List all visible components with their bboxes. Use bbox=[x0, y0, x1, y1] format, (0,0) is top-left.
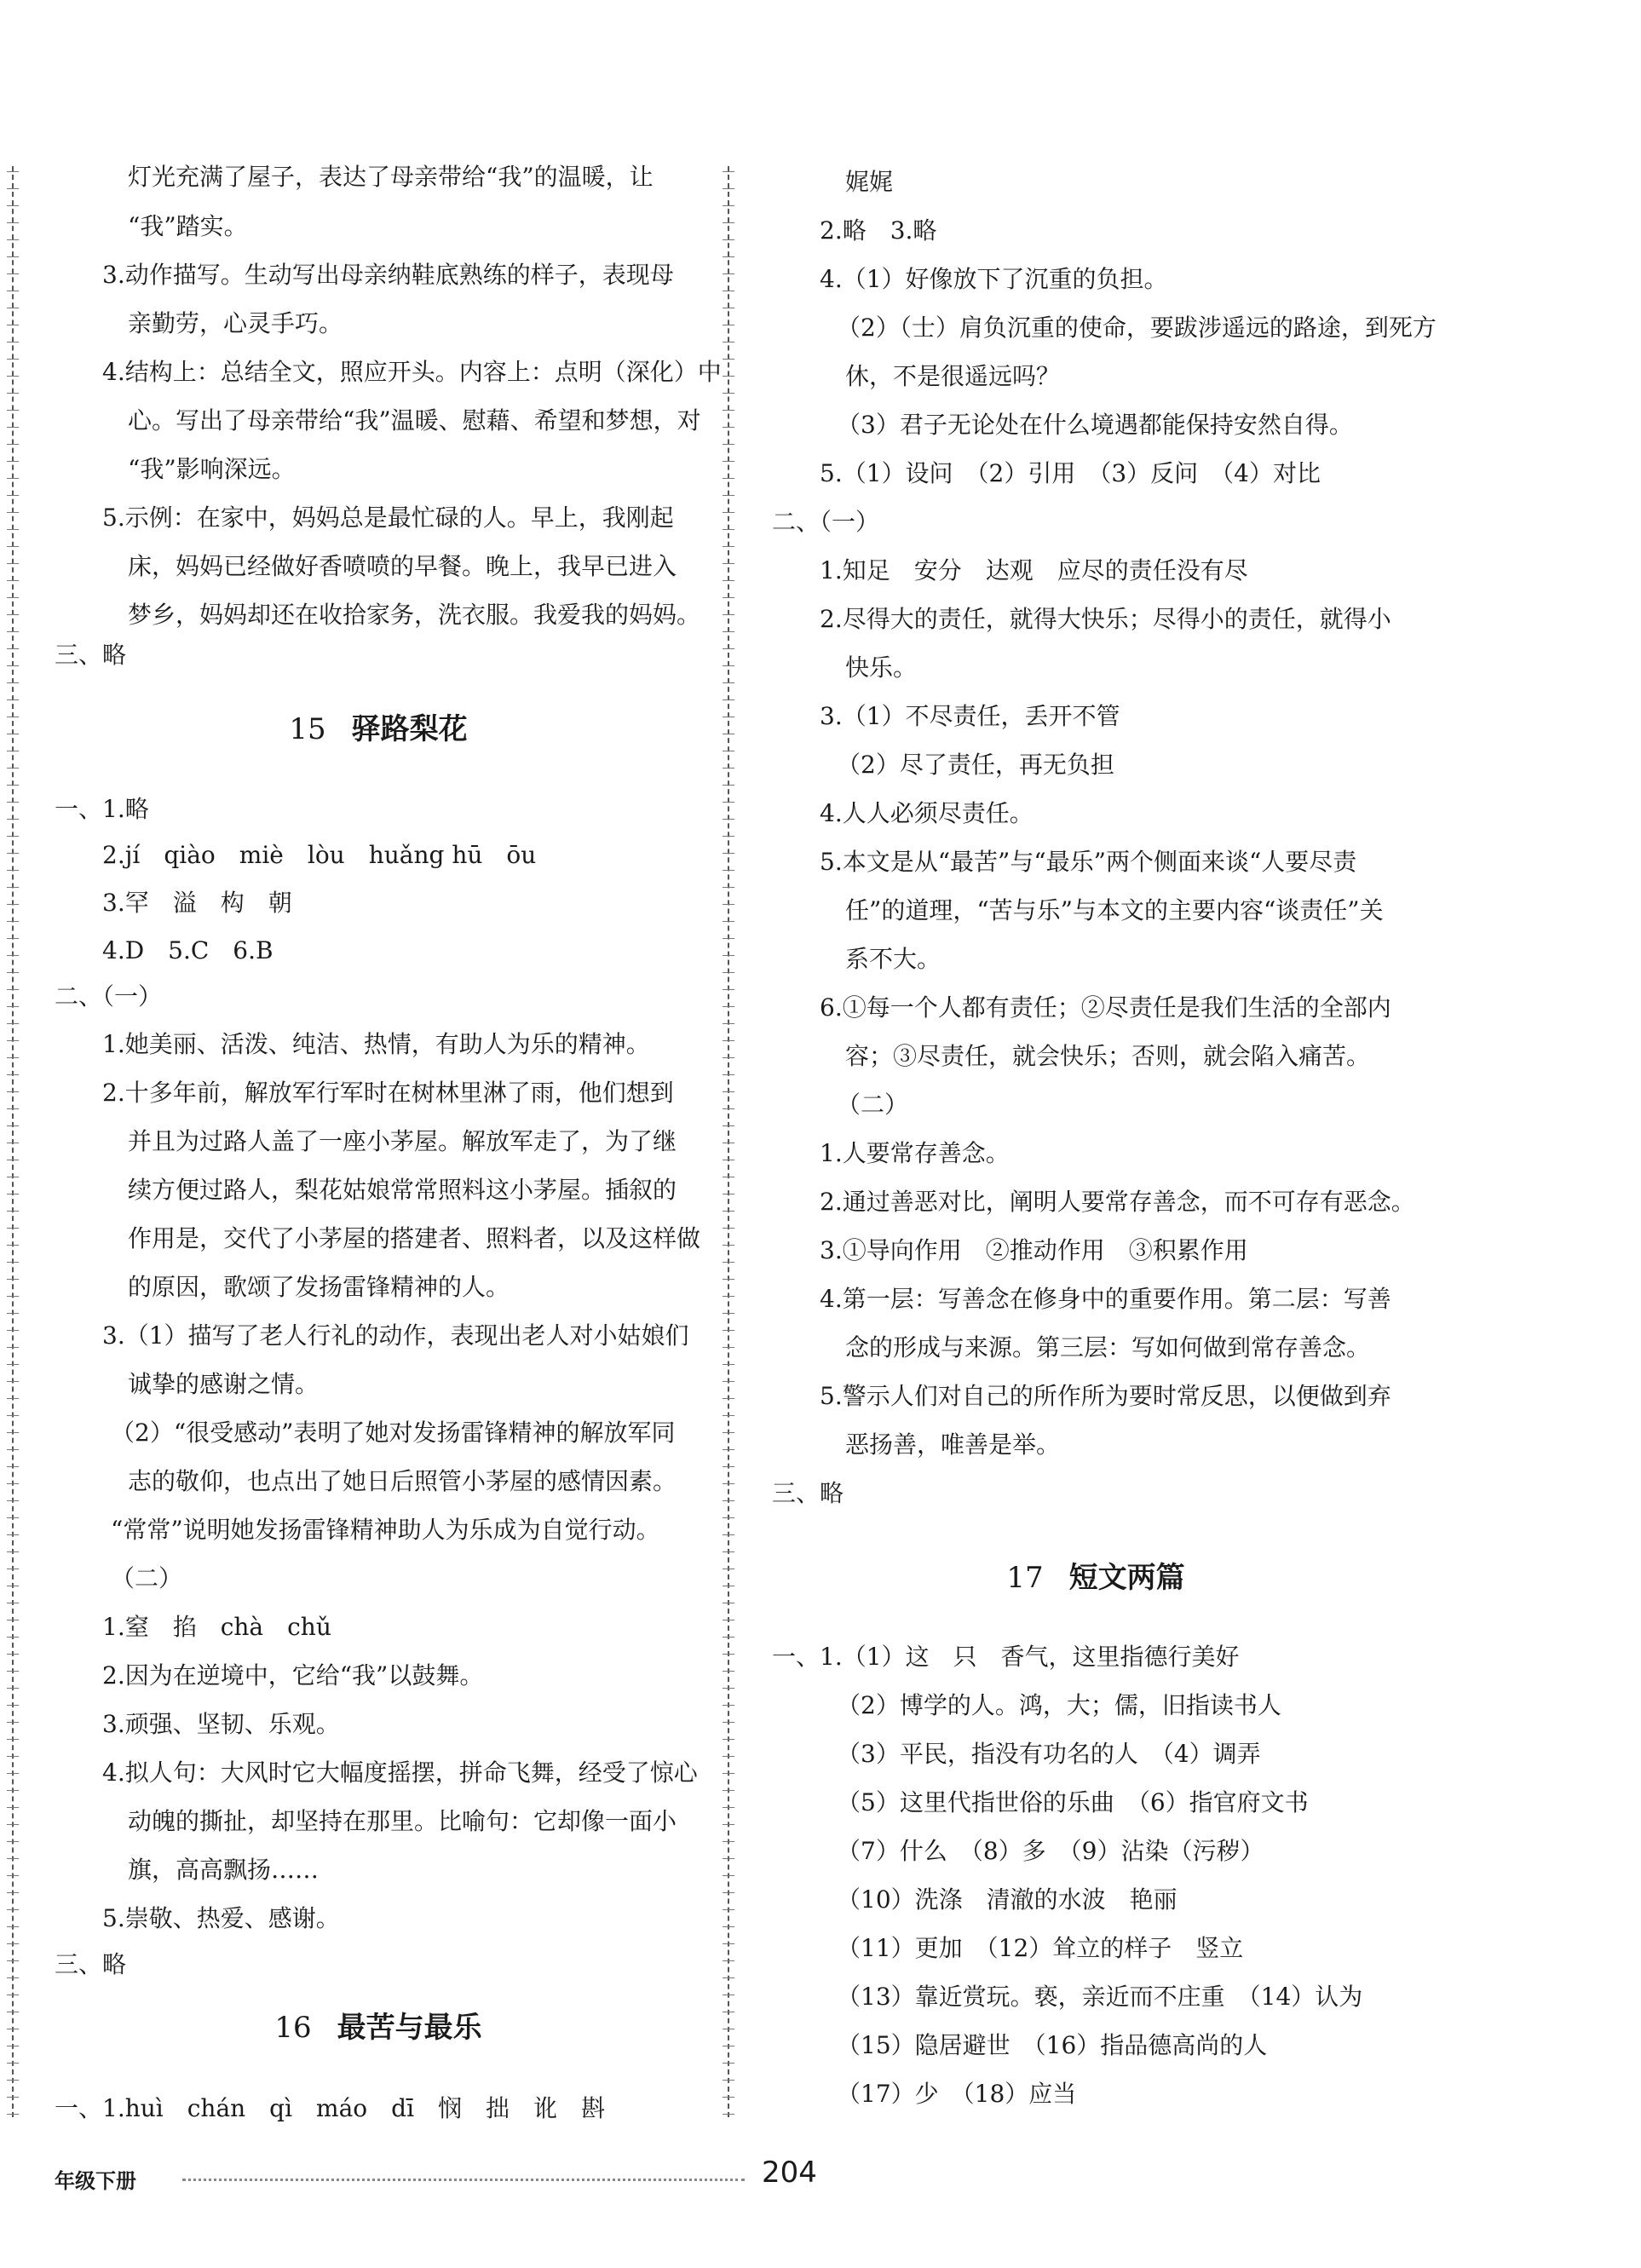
cut-line-tick bbox=[7, 819, 19, 820]
answer-line: 5.警示人们对自己的所作所为要时常反思，以便做到弃 bbox=[820, 1382, 1391, 1410]
cut-line-tick bbox=[723, 1228, 734, 1229]
cut-line-tick bbox=[7, 1977, 19, 1978]
cut-line-tick bbox=[723, 1347, 734, 1348]
cut-line-tick bbox=[7, 1824, 19, 1825]
cut-line-tick bbox=[7, 1926, 19, 1927]
cut-line-tick bbox=[7, 1381, 19, 1382]
cut-line-tick bbox=[723, 938, 734, 939]
answer-line: 3.顽强、坚韧、乐观。 bbox=[102, 1710, 340, 1738]
lesson-number: 17 bbox=[1006, 1561, 1044, 1595]
footer-grade-label: 年级下册 bbox=[55, 2169, 136, 2193]
cut-line-tick bbox=[7, 563, 19, 564]
cut-line-tick bbox=[7, 1228, 19, 1229]
cut-line-tick bbox=[7, 853, 19, 854]
cut-line-tick bbox=[7, 273, 19, 274]
cut-line-tick bbox=[723, 1790, 734, 1791]
answer-line: 三、略 bbox=[55, 1950, 127, 1978]
answer-line: 2.通过善恶对比，阐明人要常存善念，而不可存有恶念。 bbox=[820, 1188, 1415, 1216]
cut-line-tick bbox=[723, 1807, 734, 1808]
answer-line: 一、1.huì chán qì máo dī 悯 拙 讹 斟 bbox=[55, 2094, 606, 2122]
answer-line: （二） bbox=[837, 1091, 909, 1119]
lesson-number: 16 bbox=[274, 2011, 312, 2045]
answer-line: 一、1.（1）这 只 香气，这里指德行美好 bbox=[772, 1643, 1240, 1671]
answer-line: 3.①导向作用 ②推动作用 ③积累作用 bbox=[820, 1236, 1248, 1264]
cut-line-tick bbox=[723, 410, 734, 411]
cut-line-tick bbox=[7, 546, 19, 547]
answer-line: （10）洗涤 清澈的水波 艳丽 bbox=[837, 1885, 1177, 1914]
answer-line: 旗，高高飘扬…… bbox=[128, 1856, 320, 1884]
cut-line-tick bbox=[7, 1943, 19, 1944]
cut-line-tick bbox=[723, 1892, 734, 1893]
cut-line-tick bbox=[7, 410, 19, 411]
cut-line-tick bbox=[7, 188, 19, 189]
cut-line-tick bbox=[723, 1006, 734, 1007]
lesson-heading-16 bbox=[55, 2009, 702, 2046]
answer-line: （3）平民，指没有功名的人 （4）调弄 bbox=[837, 1740, 1261, 1768]
answer-line: “我”影响深远。 bbox=[128, 455, 296, 483]
cut-line-tick bbox=[723, 921, 734, 922]
cut-line-tick bbox=[7, 955, 19, 956]
cut-line-tick bbox=[7, 2097, 19, 2098]
answer-line: 1.窒 掐 chà chǔ bbox=[102, 1613, 331, 1641]
cut-line-tick bbox=[723, 205, 734, 206]
answer-line: 3.罕 溢 构 朝 bbox=[102, 889, 292, 917]
answer-line: （2）尽了责任，再无负担 bbox=[837, 751, 1114, 779]
cut-line-tick bbox=[7, 1534, 19, 1535]
cut-line-tick bbox=[723, 989, 734, 990]
cut-line-tick bbox=[723, 955, 734, 956]
answer-line: 二、（一） bbox=[772, 508, 880, 536]
answer-line: （二） bbox=[111, 1564, 183, 1592]
cut-line-tick bbox=[7, 1262, 19, 1263]
cut-line-tick bbox=[723, 273, 734, 274]
cut-line-tick bbox=[7, 614, 19, 615]
cut-line-tick bbox=[723, 1637, 734, 1638]
cut-line-tick bbox=[723, 1449, 734, 1450]
lesson-title: 短文两篇 bbox=[1068, 1561, 1185, 1595]
cut-line-tick bbox=[723, 342, 734, 343]
cut-line-tick bbox=[7, 376, 19, 377]
cut-line-tick bbox=[7, 1807, 19, 1808]
cut-line-tick bbox=[723, 1671, 734, 1672]
cut-line-tick bbox=[7, 972, 19, 973]
answer-line: 4.结构上：总结全文，照应开头。内容上：点明（深化）中 bbox=[102, 358, 722, 386]
cut-line-tick bbox=[7, 785, 19, 786]
cut-line-tick bbox=[723, 819, 734, 820]
cut-line-tick bbox=[7, 2114, 19, 2115]
cut-line-tick bbox=[7, 1108, 19, 1109]
answer-line: “我”踏实。 bbox=[128, 212, 248, 240]
answer-line: 灯光充满了屋子，表达了母亲带给“我”的温暖，让 bbox=[128, 163, 654, 191]
cut-line-tick bbox=[7, 1875, 19, 1876]
answer-line: 亲勤劳，心灵手巧。 bbox=[128, 309, 343, 337]
answer-line: 4.人人必须尽责任。 bbox=[820, 799, 1034, 827]
answer-line: 5.崇敬、热爱、感谢。 bbox=[102, 1904, 340, 1932]
answer-line: 并且为过路人盖了一座小茅屋。解放军走了，为了继 bbox=[128, 1127, 677, 1155]
cut-line-tick bbox=[723, 1517, 734, 1518]
cut-line-tick bbox=[723, 853, 734, 854]
cut-line-tick bbox=[7, 1841, 19, 1842]
cut-line-tick bbox=[723, 1483, 734, 1484]
answer-line: 3.（1）描写了老人行礼的动作，表现出老人对小姑娘们 bbox=[102, 1321, 689, 1350]
lesson-title: 驿路梨花 bbox=[351, 712, 468, 746]
cut-line-tick bbox=[7, 1654, 19, 1655]
cut-line-tick bbox=[7, 1960, 19, 1961]
answer-line: 容；③尽责任，就会快乐；否则，就会陷入痛苦。 bbox=[845, 1042, 1371, 1070]
cut-line-tick bbox=[723, 478, 734, 479]
cut-line-tick bbox=[7, 1517, 19, 1518]
cut-line-tick bbox=[7, 1091, 19, 1092]
cut-line-tick bbox=[723, 972, 734, 973]
answer-line: 一、1.略 bbox=[55, 795, 149, 823]
cut-line-tick bbox=[723, 802, 734, 803]
cut-line-tick bbox=[723, 1739, 734, 1740]
answer-line: 4.（1）好像放下了沉重的负担。 bbox=[820, 265, 1168, 293]
footer-dotted-rule bbox=[182, 2179, 745, 2181]
cut-line-tick bbox=[723, 1756, 734, 1757]
answer-line: （17）少 （18）应当 bbox=[837, 2080, 1077, 2108]
cut-line-tick bbox=[723, 1722, 734, 1723]
cut-line-tick bbox=[723, 1057, 734, 1058]
cut-line-tick bbox=[723, 1534, 734, 1535]
cut-line-tick bbox=[7, 461, 19, 462]
cut-line-tick bbox=[7, 1398, 19, 1399]
cut-line-tick bbox=[723, 1415, 734, 1416]
answer-line: （13）靠近赏玩。亵，亲近而不庄重 （14）认为 bbox=[837, 1983, 1363, 2011]
answer-line: 2.十多年前，解放军行军时在树林里淋了雨，他们想到 bbox=[102, 1079, 674, 1107]
cut-line-tick bbox=[7, 427, 19, 428]
cut-line-tick bbox=[7, 256, 19, 257]
cut-line-tick bbox=[7, 478, 19, 479]
cut-line-tick bbox=[7, 631, 19, 632]
answer-line: 4.拟人句：大风时它大幅度摇摆，拼命飞舞，经受了惊心 bbox=[102, 1759, 698, 1787]
answer-line: 续方便过路人，梨花姑娘常常照料这小茅屋。插叙的 bbox=[128, 1176, 677, 1204]
cut-line-tick bbox=[723, 1432, 734, 1433]
cut-line-tick bbox=[723, 614, 734, 615]
answer-line: 2.jí qiào miè lòu huǎng hū ōu bbox=[102, 841, 537, 869]
cut-line-tick bbox=[723, 1108, 734, 1109]
cut-line-tick bbox=[723, 1313, 734, 1314]
cut-line-tick bbox=[723, 1074, 734, 1075]
answer-line: 5.（1）设问 （2）引用 （3）反问 （4）对比 bbox=[820, 459, 1321, 487]
cut-line-tick bbox=[723, 1654, 734, 1655]
cut-line-tick bbox=[7, 1892, 19, 1893]
cut-line-tick bbox=[723, 682, 734, 683]
cut-line-tick bbox=[7, 1637, 19, 1638]
cut-line-tick bbox=[7, 1006, 19, 1007]
cut-line-tick bbox=[7, 444, 19, 445]
answer-line: （3）君子无论处在什么境遇都能保持安然自得。 bbox=[837, 411, 1353, 439]
cut-line-tick bbox=[723, 461, 734, 462]
answer-line: 2.因为在逆境中，它给“我”以鼓舞。 bbox=[102, 1661, 484, 1689]
cut-line-tick bbox=[7, 171, 19, 172]
cut-line-tick bbox=[723, 1824, 734, 1825]
cut-line-tick bbox=[7, 1671, 19, 1672]
cut-line-tick bbox=[7, 1705, 19, 1706]
cut-line-tick bbox=[723, 631, 734, 632]
answer-line: （2）“很受感动”表明了她对发扬雷锋精神的解放军同 bbox=[111, 1419, 676, 1447]
left-cut-line bbox=[7, 166, 19, 2117]
cut-line-tick bbox=[723, 870, 734, 871]
cut-line-tick bbox=[7, 1551, 19, 1552]
cut-line-tick bbox=[7, 1074, 19, 1075]
cut-line-tick bbox=[723, 1688, 734, 1689]
answer-line: 4.D 5.C 6.B bbox=[102, 936, 274, 964]
cut-line-tick bbox=[723, 699, 734, 700]
cut-line-tick bbox=[7, 1790, 19, 1791]
cut-line-tick bbox=[723, 1466, 734, 1467]
cut-line-tick bbox=[723, 597, 734, 598]
cut-line-tick bbox=[7, 1432, 19, 1433]
answer-line: 休，不是很遥远吗？ bbox=[845, 362, 1061, 390]
cut-line-tick bbox=[7, 1296, 19, 1297]
cut-line-tick bbox=[7, 699, 19, 700]
cut-line-tick bbox=[723, 359, 734, 360]
cut-line-tick bbox=[723, 188, 734, 189]
cut-line-tick bbox=[723, 546, 734, 547]
cut-line-tick bbox=[7, 1466, 19, 1467]
answer-line: 三、略 bbox=[772, 1479, 844, 1507]
cut-line-tick bbox=[723, 1858, 734, 1859]
cut-line-tick bbox=[723, 904, 734, 905]
cut-line-tick bbox=[723, 1330, 734, 1331]
cut-line-tick bbox=[7, 1415, 19, 1416]
cut-line-tick bbox=[7, 597, 19, 598]
cut-line-tick bbox=[723, 1296, 734, 1297]
answer-line: 1.知足 安分 达观 应尽的责任没有尽 bbox=[820, 556, 1248, 584]
answer-line: 心。写出了母亲带给“我”温暖、慰藉、希望和梦想，对 bbox=[128, 406, 701, 435]
cut-line-tick bbox=[7, 836, 19, 837]
cut-line-tick bbox=[723, 427, 734, 428]
answer-line: 念的形成与来源。第三层：写如何做到常存善念。 bbox=[845, 1333, 1371, 1361]
answer-line: （11）更加 （12）耸立的样子 竖立 bbox=[837, 1934, 1244, 1962]
cut-line-tick bbox=[723, 1773, 734, 1774]
cut-line-tick bbox=[7, 239, 19, 240]
cut-line-tick bbox=[723, 376, 734, 377]
page-number: 204 bbox=[762, 2156, 817, 2190]
cut-line-tick bbox=[7, 887, 19, 888]
cut-line-tick bbox=[7, 512, 19, 513]
answer-line: 6.①每一个人都有责任；②尽责任是我们生活的全部内 bbox=[820, 993, 1391, 1022]
cut-line-tick bbox=[7, 205, 19, 206]
answer-line: 志的敬仰，也点出了她日后照管小茅屋的感情因素。 bbox=[128, 1467, 677, 1495]
cut-line-tick bbox=[7, 580, 19, 581]
answer-line: （7）什么 （8）多 （9）沾染（污秽） bbox=[837, 1837, 1264, 1865]
cut-line-tick bbox=[7, 802, 19, 803]
cut-line-tick bbox=[723, 1398, 734, 1399]
cut-line-tick bbox=[723, 1381, 734, 1382]
cut-line-tick bbox=[7, 665, 19, 666]
cut-line-tick bbox=[7, 904, 19, 905]
cut-line-tick bbox=[723, 1091, 734, 1092]
answer-line: （2）（士）肩负沉重的使命，要跋涉遥远的路途，到死方 bbox=[837, 314, 1437, 342]
cut-line-tick bbox=[7, 1483, 19, 1484]
cut-line-tick bbox=[7, 648, 19, 649]
answer-line: 系不大。 bbox=[845, 945, 941, 973]
cut-line-tick bbox=[723, 1977, 734, 1978]
answer-line: 3.（1）不尽责任，丢开不管 bbox=[820, 702, 1120, 730]
cut-line-tick bbox=[7, 1211, 19, 1212]
lesson-heading-15 bbox=[55, 711, 702, 748]
answer-line: 1.她美丽、活泼、纯洁、热情，有助人为乐的精神。 bbox=[102, 1030, 650, 1058]
cut-line-tick bbox=[7, 938, 19, 939]
cut-line-tick bbox=[723, 1279, 734, 1280]
cut-line-tick bbox=[723, 1125, 734, 1126]
cut-line-tick bbox=[723, 1841, 734, 1842]
cut-line-tick bbox=[7, 359, 19, 360]
answer-line: 2.尽得大的责任，就得大快乐；尽得小的责任，就得小 bbox=[820, 605, 1391, 633]
cut-line-tick bbox=[723, 2080, 734, 2081]
answer-line: 梦乡，妈妈却还在收拾家务，洗衣服。我爱我的妈妈。 bbox=[128, 601, 701, 629]
cut-line-tick bbox=[7, 1858, 19, 1859]
answer-line: 5.本文是从“最苦”与“最乐”两个侧面来谈“人要尽责 bbox=[820, 848, 1357, 876]
cut-line-tick bbox=[723, 256, 734, 257]
answer-line: 3.动作描写。生动写出母亲纳鞋底熟练的样子，表现母 bbox=[102, 261, 674, 289]
cut-line-tick bbox=[7, 1347, 19, 1348]
cut-line-tick bbox=[7, 682, 19, 683]
answer-line: 4.第一层：写善念在修身中的重要作用。第二层：写善 bbox=[820, 1285, 1391, 1313]
cut-line-tick bbox=[7, 1279, 19, 1280]
cut-line-tick bbox=[7, 2063, 19, 2064]
cut-line-tick bbox=[723, 1875, 734, 1876]
cut-line-tick bbox=[723, 665, 734, 666]
cut-line-tick bbox=[7, 1500, 19, 1501]
cut-line-tick bbox=[723, 2097, 734, 2098]
cut-line-tick bbox=[723, 648, 734, 649]
cut-line-tick bbox=[7, 1330, 19, 1331]
cut-line-tick bbox=[7, 495, 19, 496]
cut-line-tick bbox=[7, 1909, 19, 1910]
cut-line-tick bbox=[723, 785, 734, 786]
cut-line-tick bbox=[723, 2063, 734, 2064]
answer-line: 5.示例：在家中，妈妈总是最忙碌的人。早上，我刚起 bbox=[102, 504, 674, 532]
answer-line: （2）博学的人。鸿，大；儒，旧指读书人 bbox=[837, 1691, 1281, 1719]
cut-line-tick bbox=[723, 836, 734, 837]
cut-line-tick bbox=[723, 1551, 734, 1552]
cut-line-tick bbox=[723, 580, 734, 581]
lesson-title: 最苦与最乐 bbox=[337, 2011, 482, 2045]
cut-line-tick bbox=[723, 2114, 734, 2115]
middle-cut-line bbox=[723, 166, 734, 2117]
cut-line-tick bbox=[723, 1211, 734, 1212]
cut-line-tick bbox=[723, 1364, 734, 1365]
cut-line-tick bbox=[7, 342, 19, 343]
cut-line-tick bbox=[7, 1364, 19, 1365]
cut-line-tick bbox=[723, 444, 734, 445]
cut-line-tick bbox=[723, 495, 734, 496]
answer-line: （5）这里代指世俗的乐曲 （6）指官府文书 bbox=[837, 1788, 1309, 1816]
cut-line-tick bbox=[723, 563, 734, 564]
cut-line-tick bbox=[7, 1449, 19, 1450]
cut-line-tick bbox=[7, 1023, 19, 1024]
cut-line-tick bbox=[723, 1705, 734, 1706]
answer-line: 恶扬善，唯善是举。 bbox=[845, 1430, 1061, 1459]
cut-line-tick bbox=[7, 1040, 19, 1041]
cut-line-tick bbox=[7, 870, 19, 871]
cut-line-tick bbox=[7, 1313, 19, 1314]
answer-line: 的原因，歌颂了发扬雷锋精神的人。 bbox=[128, 1273, 510, 1301]
answer-line: （15）隐居避世 （16）指品德高尚的人 bbox=[837, 2031, 1268, 2059]
answer-line: 动魄的撕扯，却坚持在那里。比喻句：它却像一面小 bbox=[128, 1807, 677, 1835]
lesson-heading-17 bbox=[772, 1559, 1419, 1597]
cut-line-tick bbox=[7, 921, 19, 922]
cut-line-tick bbox=[723, 1040, 734, 1041]
answer-line: 2.略 3.略 bbox=[820, 216, 937, 245]
cut-line-tick bbox=[723, 1262, 734, 1263]
cut-line-tick bbox=[7, 529, 19, 530]
cut-line-tick bbox=[7, 1057, 19, 1058]
cut-line-tick bbox=[723, 1023, 734, 1024]
cut-line-tick bbox=[723, 1943, 734, 1944]
cut-line-tick bbox=[7, 1739, 19, 1740]
cut-line-tick bbox=[7, 393, 19, 394]
cut-line-tick bbox=[723, 1500, 734, 1501]
cut-line-tick bbox=[723, 1909, 734, 1910]
cut-line-tick bbox=[723, 512, 734, 513]
cut-line-tick bbox=[7, 1773, 19, 1774]
cut-line-tick bbox=[7, 222, 19, 223]
cut-line-tick bbox=[723, 239, 734, 240]
answer-line: 1.人要常存善念。 bbox=[820, 1139, 1010, 1167]
answer-line: 任”的道理，“苦与乐”与本文的主要内容“谈责任”关 bbox=[845, 896, 1384, 924]
answer-line: “常常”说明她发扬雷锋精神助人为乐成为自觉行动。 bbox=[111, 1516, 660, 1544]
cut-line-tick bbox=[7, 2080, 19, 2081]
cut-line-tick bbox=[7, 1756, 19, 1757]
cut-line-tick bbox=[723, 222, 734, 223]
cut-line-tick bbox=[7, 1722, 19, 1723]
cut-line-tick bbox=[7, 1688, 19, 1689]
cut-line-tick bbox=[723, 1926, 734, 1927]
cut-line-tick bbox=[723, 1245, 734, 1246]
answer-line: 诚挚的感谢之情。 bbox=[128, 1370, 320, 1398]
answer-line: 二、（一） bbox=[55, 982, 163, 1010]
cut-line-tick bbox=[7, 1245, 19, 1246]
cut-line-tick bbox=[723, 529, 734, 530]
cut-line-tick bbox=[7, 989, 19, 990]
answer-line: 娓娓 bbox=[845, 168, 894, 196]
cut-line-tick bbox=[7, 1125, 19, 1126]
answer-line: 床，妈妈已经做好香喷喷的早餐。晚上，我早已进入 bbox=[128, 552, 677, 580]
answer-line: 快乐。 bbox=[845, 653, 918, 682]
cut-line-tick bbox=[723, 171, 734, 172]
cut-line-tick bbox=[723, 887, 734, 888]
cut-line-tick bbox=[723, 1960, 734, 1961]
lesson-number: 15 bbox=[289, 712, 326, 746]
answer-line: 三、略 bbox=[55, 641, 127, 669]
answer-line: 作用是，交代了小茅屋的搭建者、照料者，以及这样做 bbox=[128, 1224, 701, 1252]
cut-line-tick bbox=[723, 393, 734, 394]
